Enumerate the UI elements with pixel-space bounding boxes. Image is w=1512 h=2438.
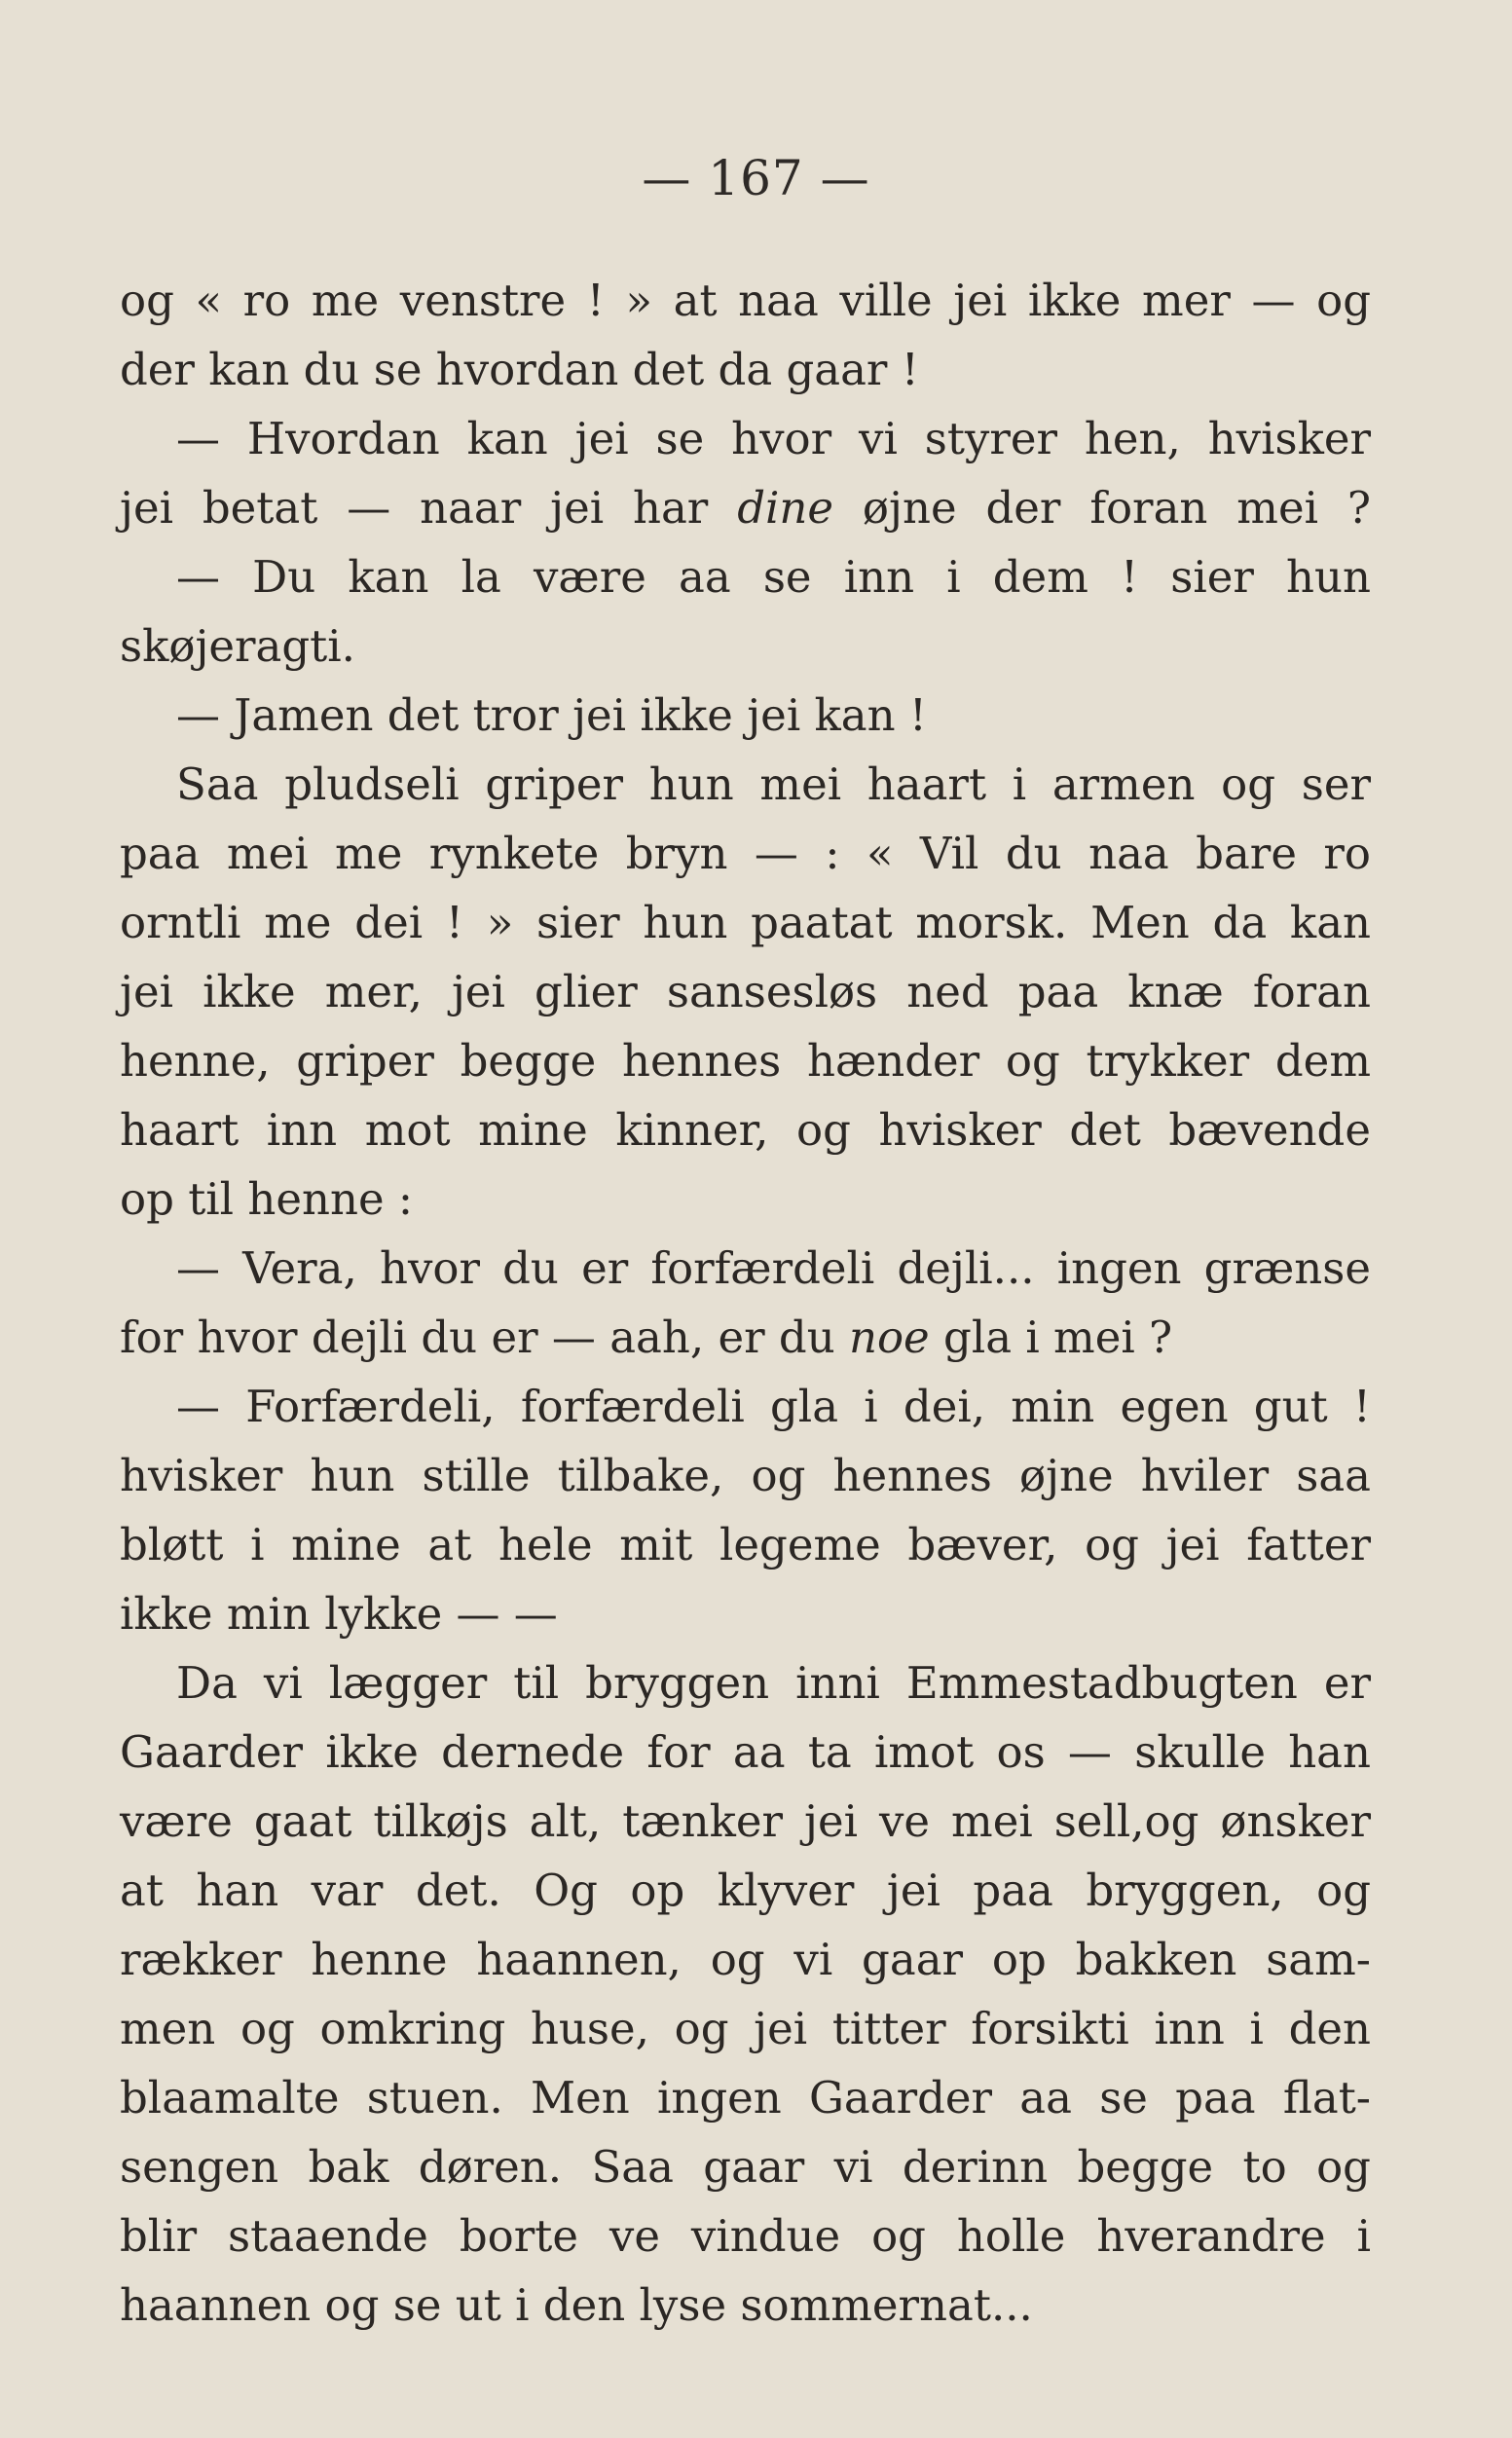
text-line: blir staaende borte ve vindue og holle hverandre i [120, 2210, 1371, 2262]
text-fragment: jei betat — naar jei har [120, 482, 738, 534]
body-text [120, 266, 1371, 2340]
text-line: Saa pludseli griper hun mei haart i armen og ser [176, 758, 1371, 810]
text-line: orntli me dei ! » sier hun paatat morsk. Men da kan [120, 897, 1371, 948]
emphasis-text: noe [848, 1311, 930, 1363]
page-number: — 167 — [642, 150, 870, 206]
emphasis-text: dine [737, 482, 834, 534]
text-line: — Hvordan kan jei se hvor vi styrer hen, hvisker [176, 413, 1371, 464]
text-line: paa mei me rynkete bryn — : « Vil du naa bare ro [120, 828, 1371, 879]
text-line: haannen og se ut i den lyse sommernat... [120, 2279, 1033, 2331]
text-line: sengen bak døren. Saa gaar vi derinn begge to og [120, 2141, 1371, 2193]
text-line: at han var det. Og op klyver jei paa bryggen, og [120, 1865, 1371, 1916]
text-line: skøjeragti. [120, 620, 355, 672]
text-line: ikke min lykke — — [120, 1588, 558, 1640]
text-line: blaamalte stuen. Men ingen Gaarder aa se paa flat- [120, 2072, 1371, 2124]
text-line: — Vera, hvor du er forfærdeli dejli... ingen grænse [176, 1242, 1371, 1294]
text-line: Da vi lægger til bryggen inni Emmestadbugten er [176, 1657, 1371, 1709]
text-line [120, 1303, 1371, 1372]
text-line: op til henne : [120, 1173, 414, 1225]
text-line: henne, griper begge hennes hænder og trykker dem [120, 1035, 1371, 1087]
text-line: Gaarder ikke dernede for aa ta imot os — skulle han [120, 1726, 1371, 1778]
text-fragment: gla i mei ? [929, 1311, 1173, 1363]
text-line: — Jamen det tror jei ikke jei kan ! [176, 689, 927, 741]
text-line: hvisker hun stille tilbake, og hennes øjne hviler saa [120, 1450, 1371, 1501]
text-line: men og omkring huse, og jei titter forsikti inn i den [120, 2003, 1371, 2054]
text-line: — Forfærdeli, forfærdeli gla i dei, min egen gut ! [176, 1381, 1371, 1432]
text-line: bløtt i mine at hele mit legeme bæver, og jei fatter [120, 1519, 1371, 1570]
text-line: rækker henne haannen, og vi gaar op bakken sam- [120, 1934, 1371, 1985]
text-line: der kan du se hvordan det da gaar ! [120, 344, 919, 395]
text-line: jei ikke mer, jei glier sansesløs ned paa knæ foran [120, 966, 1371, 1017]
text-line [120, 473, 1371, 542]
text-fragment: øjne der foran mei ? [833, 482, 1371, 534]
text-line: og « ro me venstre ! » at naa ville jei ikke mer — og [120, 275, 1371, 326]
text-fragment: for hvor dejli du er — aah, er du [120, 1311, 849, 1363]
text-line: være gaat tilkøjs alt, tænker jei ve mei sell,og ønsker [120, 1795, 1371, 1847]
text-line: — Du kan la være aa se inn i dem ! sier hun [176, 551, 1371, 603]
text-line: haart inn mot mine kinner, og hvisker det bævende [120, 1104, 1371, 1156]
